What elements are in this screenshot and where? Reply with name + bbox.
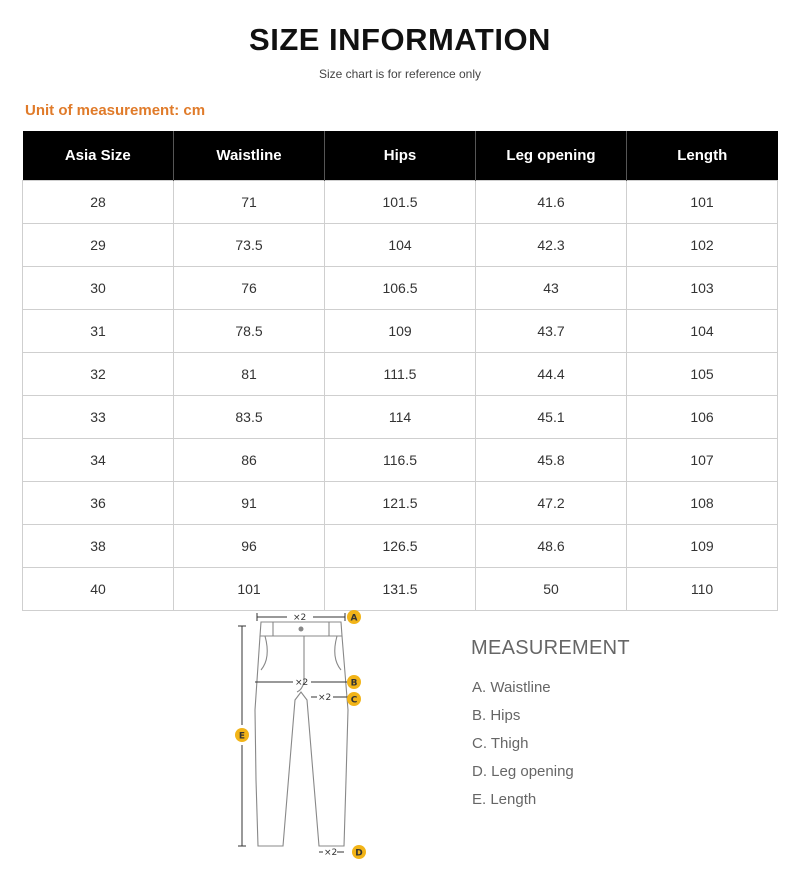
column-header: Hips [325,131,476,181]
marker-d [352,845,366,859]
table-cell: 111.5 [325,353,476,396]
table-cell: 109 [325,310,476,353]
table-cell: 43 [476,267,627,310]
table-cell: 106 [627,396,778,439]
table-cell: 106.5 [325,267,476,310]
table-cell: 83.5 [174,396,325,439]
svg-text:B: B [350,678,358,689]
marker-e [235,728,249,742]
table-row [23,396,778,439]
column-header: Asia Size [23,131,174,181]
table-cell: 105 [627,353,778,396]
multiplier-label: ×2 [295,678,309,688]
table-row [23,181,778,224]
table-cell: 86 [174,439,325,482]
table-cell: 31 [23,310,174,353]
table-header-row [23,131,778,181]
marker-b [347,675,361,689]
table-cell: 40 [23,568,174,611]
svg-text:D: D [355,848,363,859]
table-cell: 48.6 [476,525,627,568]
table-cell: 109 [627,525,778,568]
table-cell: 30 [23,267,174,310]
table-row [23,267,778,310]
table-cell: 33 [23,396,174,439]
table-cell: 107 [627,439,778,482]
measurement-list [472,678,574,818]
measurement-item: D. Leg opening [472,763,574,780]
marker-c [347,692,361,706]
pants-button [299,627,304,632]
measurement-item: E. Length [472,791,537,808]
table-row [23,525,778,568]
table-cell: 101 [627,181,778,224]
pants-pocket-left [261,636,267,670]
table-cell: 32 [23,353,174,396]
table-cell: 71 [174,181,325,224]
table-cell: 108 [627,482,778,525]
page-title: SIZE INFORMATION [249,22,551,57]
table-cell: 50 [476,568,627,611]
table-cell: 104 [627,310,778,353]
table-cell: 121.5 [325,482,476,525]
size-table [22,131,778,611]
table-row [23,353,778,396]
pants-pocket-right [335,636,341,670]
table-cell: 110 [627,568,778,611]
pants-outline [255,636,348,846]
measurement-title: MEASUREMENT [471,637,630,659]
column-header: Length [627,131,778,181]
table-cell: 41.6 [476,181,627,224]
table-cell: 102 [627,224,778,267]
table-row [23,568,778,611]
table-row [23,310,778,353]
multiplier-label: ×2 [318,693,332,703]
svg-text:C: C [350,695,358,706]
measurement-item: C. Thigh [472,735,529,752]
table-cell: 34 [23,439,174,482]
table-cell: 101.5 [325,181,476,224]
table-cell: 96 [174,525,325,568]
table-cell: 38 [23,525,174,568]
measurement-item: A. Waistline [472,679,551,696]
table-cell: 101 [174,568,325,611]
table-row [23,439,778,482]
table-row [23,224,778,267]
pants-diagram [225,600,375,870]
table-cell: 36 [23,482,174,525]
multiplier-label: ×2 [324,848,338,858]
table-cell: 126.5 [325,525,476,568]
table-cell: 104 [325,224,476,267]
table-cell: 91 [174,482,325,525]
table-cell: 116.5 [325,439,476,482]
column-header: Leg opening [476,131,627,181]
marker-a [347,610,361,624]
table-cell: 44.4 [476,353,627,396]
table-cell: 81 [174,353,325,396]
table-cell: 73.5 [174,224,325,267]
table-row [23,482,778,525]
table-cell: 47.2 [476,482,627,525]
measurement-item: B. Hips [472,707,521,724]
table-cell: 45.8 [476,439,627,482]
table-cell: 131.5 [325,568,476,611]
table-cell: 29 [23,224,174,267]
table-cell: 42.3 [476,224,627,267]
page-subtitle: Size chart is for reference only [318,67,482,81]
table-cell: 43.7 [476,310,627,353]
unit-label: Unit of measurement: cm [25,102,206,119]
table-cell: 114 [325,396,476,439]
table-cell: 78.5 [174,310,325,353]
multiplier-label: ×2 [293,613,307,623]
table-cell: 76 [174,267,325,310]
column-header: Waistline [174,131,325,181]
table-cell: 28 [23,181,174,224]
table-cell: 45.1 [476,396,627,439]
svg-text:E: E [238,731,246,742]
svg-text:A: A [350,613,358,624]
table-cell: 103 [627,267,778,310]
